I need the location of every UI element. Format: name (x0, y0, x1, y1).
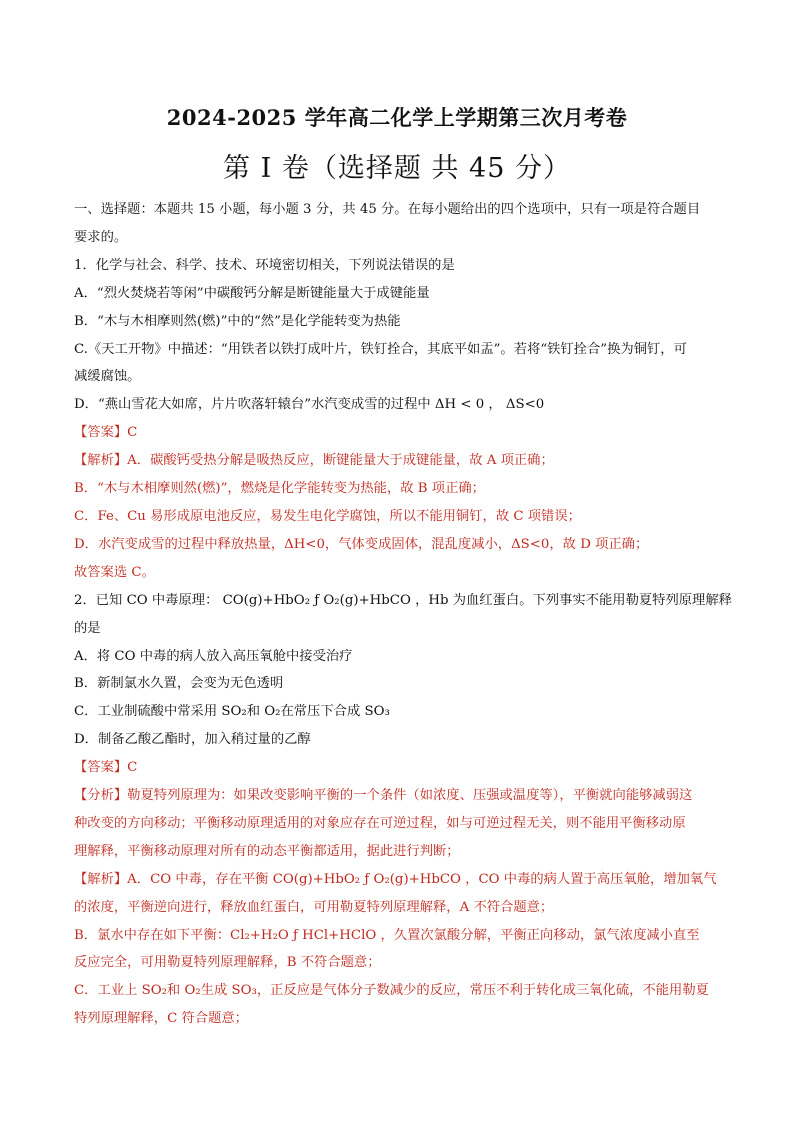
section-subtitle: 第 I 卷（选择题 共 45 分） (223, 153, 571, 184)
document-body (74, 196, 732, 1033)
question-1-answer: 【答案】C (74, 425, 138, 441)
question-1-option-b: B．“木与木相摩则然(燃)”中的“然”是化学能转变为热能 (74, 313, 401, 329)
instruction-line: 要求的。 (74, 229, 128, 245)
question-2-option-c: C．工业制硫酸中常采用 SO₂和 O₂在常压下合成 SO₃ (74, 704, 390, 720)
question-2-explanation-line: B．氯水中存在如下平衡：Cl₂+H₂O ƒ HCl+HClO ，久置次氯酸分解，平衡正向移动，氯气浓度减小直至 (74, 927, 700, 943)
exam-title: 2024-2025 学年高二化学上学期第三次月考卷 (166, 105, 628, 130)
question-1-option-c: C.《天工开物》中描述：“用铁者以铁打成叶片，铁钉拴合，其底平如盂”。若将“铁钉拴合”换为铜钉，可 (74, 341, 687, 357)
question-2-explanation-line: 反应完全，可用勒夏特列原理解释，B 不符合题意； (74, 955, 381, 971)
question-1-analysis-line: 【解析】A．碳酸钙受热分解是吸热反应，断键能量大于成键能量，故 A 项正确； (74, 453, 554, 469)
question-1-analysis-line: D．水汽变成雪的过程中释放热量，ΔH<0，气体变成固体，混乱度减小，ΔS<0，故 D 项正确； (74, 536, 649, 552)
question-2-option-b: B．新制氯水久置，会变为无色透明 (74, 676, 284, 692)
question-1-stem: 1．化学与社会、科学、技术、环境密切相关，下列说法错误的是 (74, 257, 455, 273)
question-2-analysis-line: 【分析】勒夏特列原理为：如果改变影响平衡的一个条件（如浓度、压强或温度等），平衡就向能够减弱这 (74, 788, 693, 804)
question-2-analysis-line: 种改变的方向移动；平衡移动原理适用的对象应存在可逆过程，如与可逆过程无关，则不能用平衡移动原 (74, 815, 686, 831)
instruction-line: 一、选择题：本题共 15 小题，每小题 3 分，共 45 分。在每小题给出的四个选项中，只有一项是符合题目 (74, 202, 701, 217)
question-1-analysis-line: C．Fe、Cu 易形成原电池反应，易发生电化学腐蚀，所以不能用铜钉，故 C 项错误； (74, 508, 581, 524)
question-1-option-a: A．“烈火焚烧若等闲”中碳酸钙分解是断键能量大于成键能量 (74, 285, 430, 301)
question-2-analysis-line: 理解释，平衡移动原理对所有的动态平衡都适用，据此进行判断； (74, 843, 460, 859)
question-1-option-c-cont: 减缓腐蚀。 (74, 369, 141, 385)
question-2-stem-cont: 的是 (74, 620, 101, 636)
question-2-option-a: A．将 CO 中毒的病人放入高压氧舱中接受治疗 (74, 648, 353, 664)
question-1-option-d: D．“燕山雪花大如席，片片吹落轩辕台”水汽变成雪的过程中 ΔH < 0 ， ΔS<0 (74, 397, 545, 413)
question-2-explanation-line: 的浓度，平衡逆向进行，释放血红蛋白，可用勒夏特列原理解释，A 不符合题意； (74, 899, 554, 915)
question-2-explanation-line: 特列原理解释，C 符合题意； (74, 1011, 248, 1027)
question-2-stem: 2．已知 CO 中毒原理： CO(g)+HbO₂ ƒ O₂(g)+HbCO ，Hb 为血红蛋白。下列事实不能用勒夏特列原理解释 (74, 592, 732, 608)
question-2-explanation-line: C．工业上 SO₂和 O₂生成 SO₃，正反应是气体分子数减少的反应，常压不利于转化成三氧化硫，不能用勒夏 (74, 983, 709, 999)
question-2-explanation-line: 【解析】A．CO 中毒，存在平衡 CO(g)+HbO₂ ƒ O₂(g)+HbCO ，CO 中毒的病人置于高压氧舱，增加氧气 (74, 871, 717, 887)
question-2-option-d: D．制备乙酸乙酯时，加入稍过量的乙醇 (74, 732, 311, 748)
question-1-analysis-line: B．“木与木相摩则然(燃)”，燃烧是化学能转变为热能，故 B 项正确； (74, 481, 485, 497)
question-1-analysis-line: 故答案选 C。 (74, 564, 155, 580)
question-2-answer: 【答案】C (74, 760, 138, 776)
